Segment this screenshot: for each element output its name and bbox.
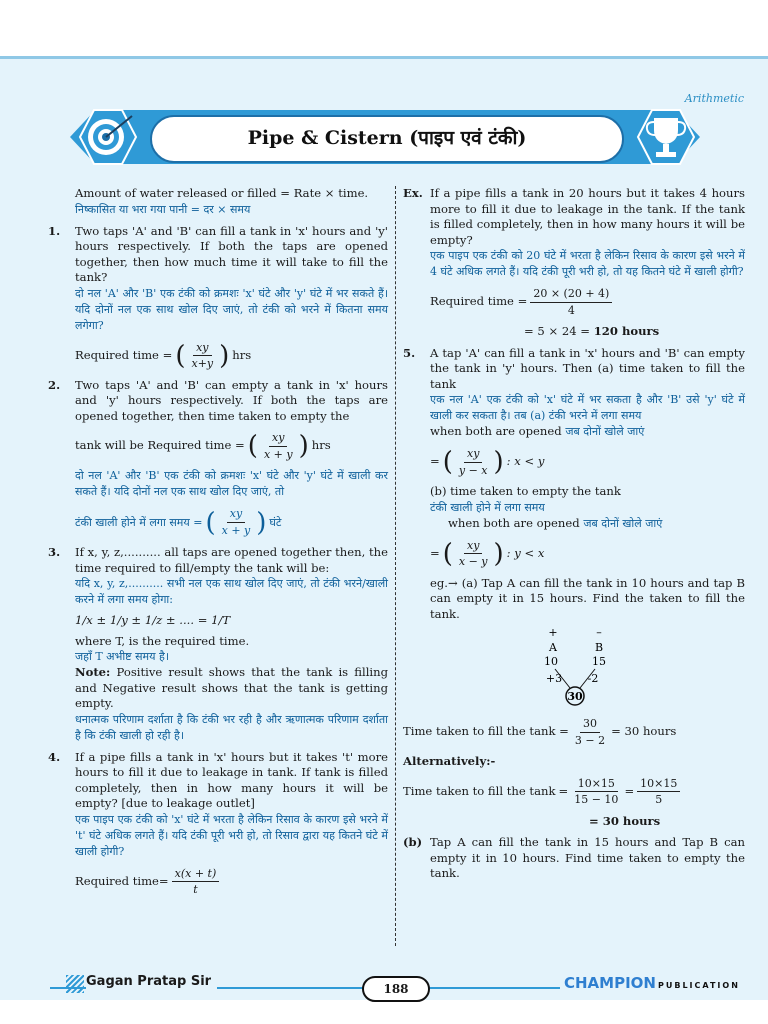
item-4 [48, 750, 388, 898]
item-number: 4. [48, 749, 61, 764]
denominator: 5 [655, 793, 663, 806]
item-text-hi: एक पाइप एक टंकी को 'x' घंटे में भरता है लेकिन रिसाव के कारण इसे भरने में 't' घंटे अधिक लगते हैं। यदि टंकी पूरी भरी हो, तो रिसाव द्वारा यह कितने घंटे में खाली होगी? [75, 812, 388, 858]
tap-a-efficiency: +3 [545, 672, 563, 685]
formula-a: = ( $\frac{xy}{y - x}$ ) : x < y [430, 447, 545, 477]
page-number: 188 [362, 976, 430, 1002]
formula-unit: hrs [232, 347, 252, 362]
intro [48, 186, 388, 218]
lcm-diagram [403, 626, 745, 708]
both-opened-hi: जब दोनों खोले जाएं [565, 425, 645, 438]
numerator: xy [464, 538, 482, 555]
paren: ) [256, 507, 267, 538]
denominator: x + y [263, 447, 293, 461]
paren: ( [442, 447, 453, 477]
denominator: 3 − 2 [574, 733, 606, 747]
plus-sign: + [548, 626, 558, 639]
paren: ( [247, 431, 258, 461]
denominator: t [193, 883, 198, 896]
brand-name: CHAMPION [564, 974, 656, 992]
formula-label: Required time = [430, 294, 528, 309]
formula-label: tank will be Required time = [75, 438, 245, 453]
alternatively-label: Alternatively:- [403, 754, 496, 768]
fraction [572, 716, 608, 748]
tap-b-efficiency: -2 [587, 672, 599, 685]
formula-hi [48, 506, 388, 539]
formula-label: Time taken to fill the tank [403, 783, 556, 798]
part-b-hi: टंकी खाली होने में लगा समय [430, 500, 545, 514]
item-1 [48, 224, 388, 372]
denominator: x − y [458, 555, 488, 568]
alt-result: = 30 hours [589, 813, 661, 828]
formula [48, 866, 388, 898]
author-name: Gagan Pratap Sir [86, 974, 217, 989]
formula-label: Required time= [75, 873, 169, 888]
denominator: 4 [567, 303, 575, 317]
note [48, 665, 388, 712]
numerator: xy [193, 340, 211, 357]
page-title: Pipe & Cistern (पाइप एवं टंकी) [247, 127, 527, 149]
formula-b: = ( $\frac{xy}{x - y}$ ) : y < x [430, 538, 545, 569]
paren: ) [219, 340, 230, 371]
item-text: Two taps 'A' and 'B' can fill a tank in 'x' hours and 'y' hours respectively. If both the taps are opened together, then how much time it will take to fill the tank? [75, 223, 388, 284]
numerator: 10×15 [575, 776, 618, 793]
brand-publication: PUBLICATION [657, 981, 740, 990]
formula [403, 286, 745, 318]
example-text: If a pipe fills a tank in 20 hours but it takes 4 hours more to fill it due to leakage in the tank. If the tank is filled completely, then in how many hours it will be empty? [430, 186, 745, 247]
example-result [403, 324, 745, 340]
both-opened [403, 424, 745, 440]
numerator: 10×15 [637, 776, 680, 793]
numerator: xy [269, 430, 287, 447]
fraction [188, 340, 216, 372]
right-column [403, 186, 745, 888]
part-b-example [403, 835, 745, 882]
top-rule [0, 56, 768, 59]
fraction [456, 446, 491, 478]
item-text: If x, y, z,.......... all taps are opened together then, the time required to fill/empty the tank will be: [75, 545, 388, 575]
fraction [219, 506, 254, 539]
where-text-hi: जहाँ T अभीष्ट समय है। [75, 650, 169, 663]
tap-a-label: A [549, 641, 557, 654]
example-label: Ex. [403, 186, 423, 200]
formula-label-hi: टंकी खाली होने में लगा समय = [75, 515, 203, 529]
formula [48, 340, 388, 372]
item-number: (b) [403, 835, 423, 849]
numerator: x(x + t) [172, 866, 220, 883]
item-text: Tap A can fill the tank in 15 hours and Tap B can empty it in 10 hours. Find time taken to empty the tank. [430, 835, 745, 880]
formula-unit-hi: घंटे [269, 515, 282, 529]
item-3 [48, 545, 388, 744]
item-text-hi: दो नल 'A' और 'B' एक टंकी को क्रमशः 'x' घंटे और 'y' घंटे में भर सकते हैं। यदि दोनों नल एक साथ खोल दिए जाएं, तो टंकी को भरने में कितना समय लगेगा? [75, 286, 388, 332]
fraction [637, 776, 680, 808]
denominator: x + y [221, 524, 251, 537]
fraction [456, 538, 491, 570]
trophy-icon [634, 104, 698, 170]
intro-en: Amount of water released or filled = Rate × time. [75, 186, 369, 200]
item-text: Two taps 'A' and 'B' can empty a tank in 'x' hours and 'y' hours respectively. If both the taps are opened together, then time taken to empty the [75, 377, 388, 423]
fraction [261, 430, 296, 462]
title-banner [50, 104, 720, 170]
both-opened-hi: जब दोनों खोले जाएं [583, 516, 663, 530]
denominator: 15 − 10 [574, 793, 619, 806]
left-column [48, 186, 388, 904]
numerator: 20 × (20 + 4) [530, 286, 612, 303]
fraction [530, 286, 612, 318]
item-5 [403, 346, 745, 830]
numerator: 30 [580, 716, 600, 733]
formula-result: = 30 hours [611, 724, 677, 739]
example [403, 186, 745, 340]
tap-b-label: B [594, 641, 604, 654]
paren: ) [493, 447, 504, 477]
both-opened-b [403, 516, 745, 532]
item-text: If a pipe fills a tank in 'x' hours but it takes 't' more hours to fill it due to leakage in tank. If tank is filled completely, then in how many hours it will be empty? [due to leakage outlet] [75, 749, 388, 810]
intro-hi: निष्कासित या भरा गया पानी = दर × समय [75, 202, 251, 216]
minus-sign: – [596, 626, 602, 639]
formula: 1/x ± 1/y ± 1/z ± .... = 1/T [75, 613, 231, 627]
item-text-hi: यदि x, y, z,.......... सभी नल एक साथ खोल दिए जाएं, तो टंकी भरने/खाली करने में लगा समय होगा: [75, 577, 388, 606]
formula-unit: hrs [311, 438, 331, 453]
item-text-hi: एक नल 'A' एक टंकी को 'x' घंटे में भर सकता है और 'B' उसे 'y' घंटे में खाली कर सकता है। तब (a) टंकी भरने में लगा समय [430, 393, 745, 422]
paren: ) [298, 431, 309, 461]
column-divider [395, 186, 396, 946]
item-number: 2. [48, 377, 61, 392]
target-icon [76, 104, 140, 170]
fraction [172, 866, 220, 898]
paren: ( [175, 340, 186, 371]
fraction [571, 776, 621, 808]
item-number: 3. [48, 545, 61, 559]
both-opened-en: when both are opened [430, 424, 562, 438]
item-number: 5. [403, 345, 416, 360]
tap-a-value: 10 [544, 655, 558, 668]
paren: ) [493, 538, 504, 569]
formula [48, 430, 388, 462]
both-opened-en: when both are opened [448, 515, 580, 530]
item-text: A tap 'A' can fill a tank in 'x' hours and 'B' can empty the tank in 'y' hours. Then (a) time taken to fill the tank [430, 345, 745, 391]
part-b: (b) time taken to empty the tank [430, 484, 621, 498]
denominator: y − x [458, 463, 488, 477]
numerator: xy [227, 506, 245, 523]
note-text-hi: धनात्मक परिणाम दर्शाता है कि टंकी भर रही है और ऋणात्मक परिणाम दर्शाता है कि टंकी खाली हो रही है। [75, 712, 388, 742]
item-text-hi: दो नल 'A' और 'B' एक टंकी को क्रमशः 'x' घंटे और 'y' घंटे में खाली कर सकते हैं। यदि दोनों नल एक साथ खोल दिए जाएं, तो [75, 469, 388, 498]
paren: ( [205, 507, 216, 538]
formula-label: Required time = [75, 347, 173, 362]
subject-label: Arithmetic [684, 92, 744, 105]
tap-b-value: 15 [592, 655, 606, 668]
item-number: 1. [48, 223, 61, 238]
numerator: xy [464, 446, 482, 463]
example-eg: eg.→ (a) Tap A can fill the tank in 10 hours and tap B can empty it in 15 hours. Find the taken to fill the tank. [430, 575, 745, 621]
paren: ( [442, 538, 453, 569]
brand-logo [560, 974, 744, 992]
footer [0, 970, 768, 1000]
example-text-hi: एक पाइप एक टंकी को 20 घंटे में भरता है लेकिन रिसाव के कारण इसे भरने में 4 घंटे अधिक लगते हैं। यदि टंकी पूरी भरी हो, तो यह कितने घंटे में खाली होगी? [430, 249, 745, 278]
item-2 [48, 378, 388, 540]
time-fill-formula [403, 716, 745, 748]
formula-label: Time taken to fill the tank = [403, 724, 569, 739]
condition: : y < x [506, 545, 545, 560]
note-label: Note: [75, 665, 111, 679]
note-text: Positive result shows that the tank is filling and Negative result shows that the tank is getting empty. [75, 665, 389, 710]
condition: : x < y [506, 454, 545, 469]
total-value: 30 [567, 690, 583, 703]
where-text: where T, is the required time. [75, 633, 250, 648]
result-value: 120 hours [593, 324, 660, 338]
time-fill-alt-formula: Time taken to fill the tank = $\frac{10\times 15}{15 - 10}$ = $\frac{10\times 15}{5}$ [403, 776, 745, 808]
stripe-decoration [66, 975, 84, 993]
denominator: x+y [191, 357, 214, 370]
result-prefix: = 5 × 24 = [524, 324, 591, 338]
